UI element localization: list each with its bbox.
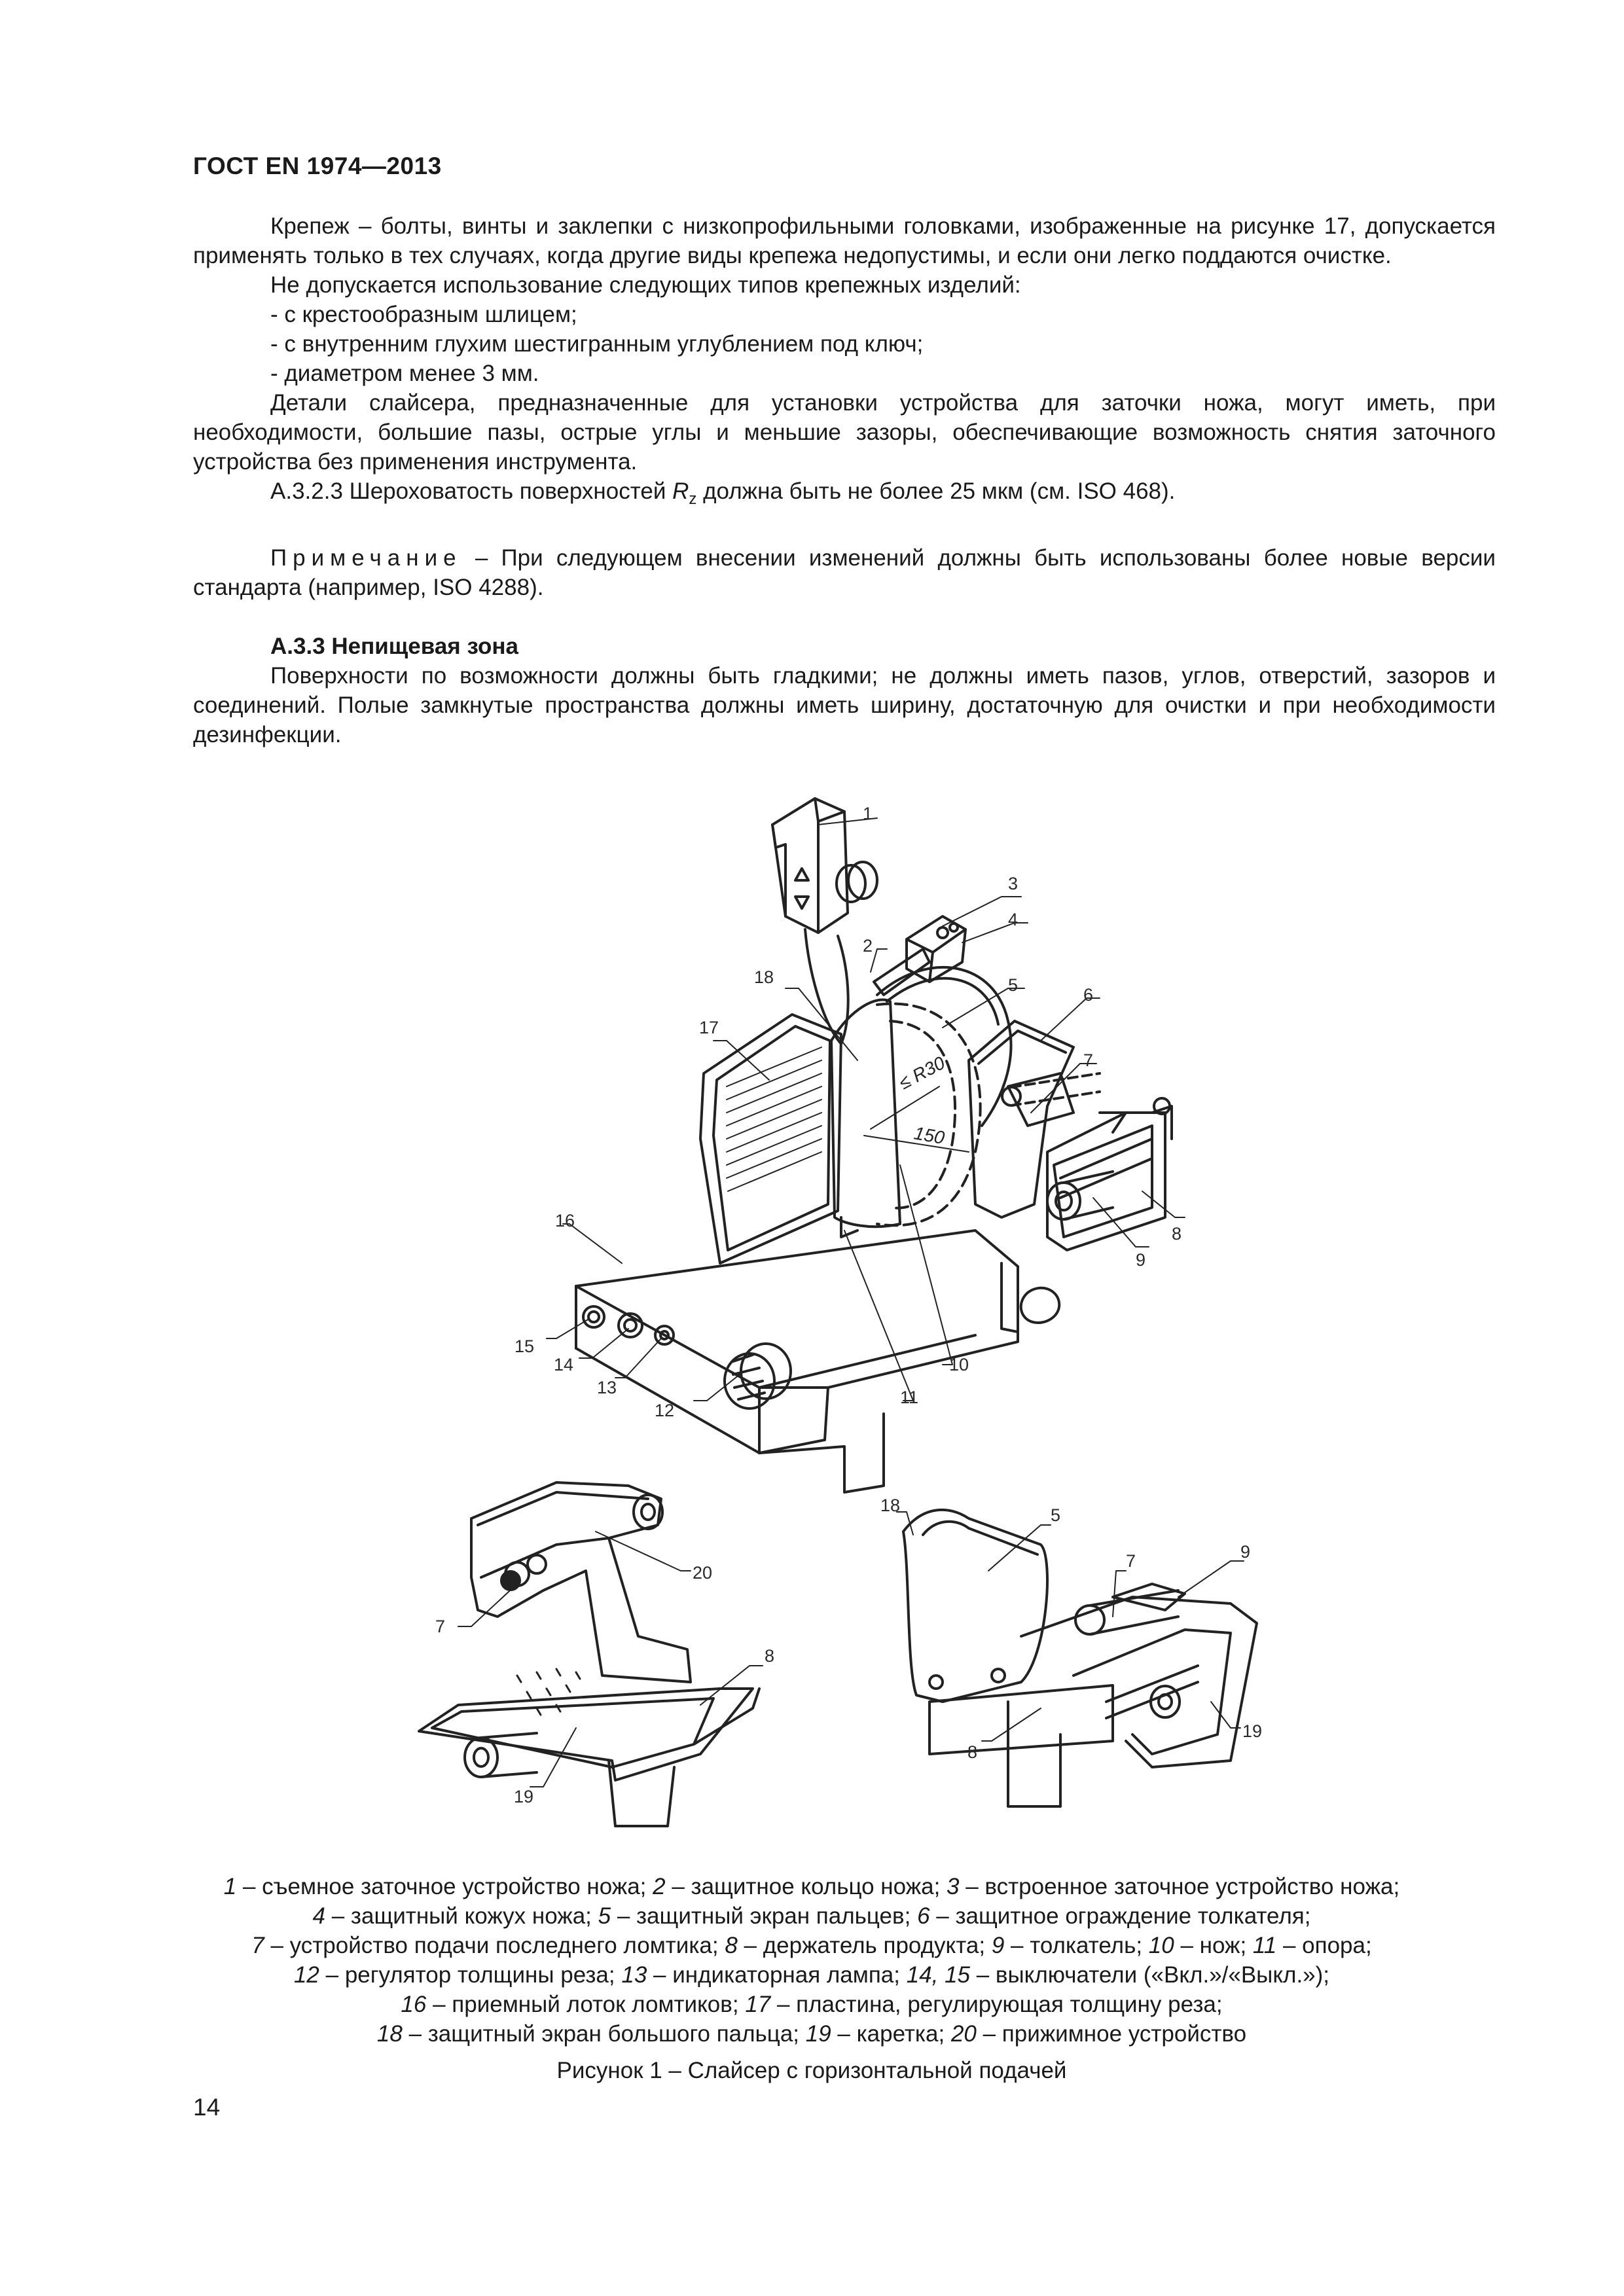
callout-12: 12 — [655, 1401, 675, 1420]
right-inset-carriage — [1021, 1597, 1257, 1767]
legend-number: 8 — [725, 1933, 738, 1958]
legend-text: – нож; — [1174, 1933, 1253, 1958]
inset-left-callout-7: 7 — [435, 1617, 446, 1636]
list-item: - с крестообразным шлицем; — [270, 302, 577, 327]
callout-18: 18 — [754, 967, 774, 987]
note-label: Примечание — [270, 545, 462, 571]
paragraph-prohibited-intro: Не допускается использование следующих типов крепежных изделий: — [270, 272, 1021, 298]
legend-number: 13 — [621, 1962, 647, 1988]
legend-number: 18 — [376, 2021, 403, 2047]
legend-number: 10 — [1148, 1933, 1174, 1958]
legend-number: 3 — [947, 1874, 960, 1899]
paragraph-roughness — [193, 476, 1496, 514]
roughness-text-post: должна быть не более 25 мкм (см. ISO 468). — [696, 478, 1176, 504]
callout-15: 15 — [514, 1336, 535, 1356]
callout-14: 14 — [554, 1355, 574, 1374]
page-header: ГОСТ EN 1974—2013 — [193, 152, 442, 179]
list-item: - с внутренним глухим шестигранным углублением под ключ; — [270, 331, 924, 357]
legend-number: 1 — [223, 1874, 237, 1899]
legend-text: – держатель продукта; — [737, 1933, 992, 1958]
legend-number: 2 — [653, 1874, 666, 1899]
thumb-guard-18 — [831, 1000, 900, 1227]
note-text: – При следующем внесении изменений должны быть использованы более новые версии стандарта (например, ISO 4288). — [193, 545, 1496, 600]
legend-number: 5 — [598, 1903, 611, 1929]
legend-number: 4 — [312, 1903, 326, 1929]
legend-number: 11 — [1252, 1933, 1277, 1958]
legend-number: 20 — [950, 2021, 977, 2047]
pusher-9 — [1060, 1139, 1152, 1198]
base-block — [576, 1230, 1018, 1453]
paragraph-fasteners: Крепеж – болты, винты и заклепки с низкопрофильными головками, изображенные на рисунке 17, допускается применять только в тех случаях, когда другие виды крепежа недопустимы, и если они легко поддаются очистке. — [193, 213, 1496, 268]
legend-number: 14, 15 — [906, 1962, 971, 1988]
inset-right-callout-5: 5 — [1051, 1505, 1061, 1525]
base-foot — [759, 1414, 884, 1492]
legend-number: 16 — [401, 1992, 427, 2017]
switch-15 — [583, 1306, 604, 1327]
callout-4: 4 — [1008, 910, 1019, 929]
inset-right-callout-7: 7 — [1126, 1551, 1136, 1571]
inset-right-callout-8: 8 — [967, 1742, 978, 1762]
switch-14 — [619, 1314, 642, 1337]
callout-16: 16 — [555, 1211, 575, 1230]
roughness-symbol: R — [672, 478, 689, 504]
last-slice-device-7 — [1008, 1073, 1074, 1126]
callout-5: 5 — [1008, 975, 1019, 995]
inset-left-callout-20: 20 — [693, 1563, 713, 1583]
callout-10: 10 — [949, 1355, 969, 1374]
note-paragraph — [193, 543, 1496, 602]
callout-7: 7 — [1083, 1050, 1094, 1070]
right-inset-holder — [929, 1685, 1113, 1754]
roughness-subscript: z — [689, 490, 697, 508]
legend-line — [157, 1872, 1466, 1901]
legend-number: 6 — [917, 1903, 930, 1929]
inset-left-callout-19: 19 — [514, 1787, 534, 1806]
callout-2: 2 — [863, 936, 873, 956]
pressing-device-20 — [471, 1482, 691, 1682]
inset-right-callout-18: 18 — [880, 1496, 901, 1515]
legend-number: 7 — [251, 1933, 264, 1958]
legend-text: – устройство подачи последнего ломтика; — [264, 1933, 725, 1958]
legend-text: – защитный экран пальцев; — [611, 1903, 918, 1929]
built-in-sharpener-3 — [907, 916, 965, 982]
legend-number: 12 — [293, 1962, 319, 1988]
guard-ring-4 — [877, 967, 1011, 1126]
legend-text: – защитный экран большого пальца; — [402, 2021, 806, 2047]
legend-text: – приемный лоток ломтиков; — [426, 1992, 746, 2017]
figure-legend — [157, 1872, 1466, 2049]
legend-text: – встроенное заточное устройство ножа; — [959, 1874, 1400, 1899]
paragraph-non-food-zone: Поверхности по возможности должны быть гладкими; не должны иметь пазов, углов, отверстий, зазоров и соединений. Полые замкнутые пространства должны иметь ширину, достаточную для очистки и при необходимости дезинфекции. — [193, 663, 1496, 747]
legend-number: 17 — [745, 1992, 771, 2017]
thickness-plate-17 — [700, 1014, 841, 1263]
callout-11: 11 — [900, 1388, 919, 1407]
legend-line — [157, 1960, 1466, 1990]
legend-line — [157, 1901, 1466, 1931]
legend-text: – защитное ограждение толкателя; — [929, 1903, 1311, 1929]
callout-13: 13 — [597, 1378, 617, 1397]
legend-text: – регулятор толщины реза; — [319, 1962, 622, 1988]
callout-8: 8 — [1172, 1224, 1182, 1244]
legend-text: – пластина, регулирующая толщину реза; — [770, 1992, 1223, 2017]
section-heading: А.3.3 Непищевая зона — [270, 634, 518, 659]
legend-line — [157, 2019, 1466, 2049]
left-inset-tray — [419, 1689, 753, 1780]
callout-6: 6 — [1083, 985, 1094, 1005]
inset-right-callout-19: 19 — [1242, 1721, 1263, 1741]
dimension-150: 150 — [912, 1122, 947, 1149]
legend-text: – выключатели («Вкл.»/«Выкл.»); — [970, 1962, 1330, 1988]
legend-number: 9 — [991, 1933, 1005, 1958]
indicator-lamp-13 — [655, 1326, 674, 1344]
pusher-guard-6 — [969, 1021, 1074, 1217]
legend-text: – съемное заточное устройство ножа; — [236, 1874, 653, 1899]
legend-text: – опора; — [1276, 1933, 1372, 1958]
body-text — [193, 211, 1496, 749]
legend-text: – прижимное устройство — [976, 2021, 1247, 2047]
inset-left-callout-8: 8 — [765, 1646, 775, 1666]
blade-10 — [877, 1004, 981, 1226]
legend-text: – индикаторная лампа; — [647, 1962, 907, 1988]
roughness-text-pre: А.3.2.3 Шероховатость поверхностей — [270, 478, 673, 504]
legend-text: – защитный кожух ножа; — [325, 1903, 598, 1929]
page-number: 14 — [193, 2094, 221, 2121]
callout-9: 9 — [1136, 1250, 1146, 1270]
removable-sharpener-1 — [772, 798, 848, 933]
thickness-regulator-12 — [725, 1354, 774, 1408]
callout-3: 3 — [1008, 874, 1019, 893]
product-holder-8 — [1047, 1113, 1165, 1250]
dimension-radius: ≤ R30 — [895, 1052, 948, 1094]
figure-caption: Рисунок 1 – Слайсер с горизонтальной подачей — [556, 2058, 1067, 2083]
right-inset-guard — [903, 1510, 1047, 1702]
inset-right-callout-9: 9 — [1240, 1542, 1251, 1562]
list-item: - диаметром менее 3 мм. — [270, 361, 539, 386]
legend-text: – толкатель; — [1004, 1933, 1149, 1958]
paragraph-sharpener-parts: Детали слайсера, предназначенные для установки устройства для заточки ножа, могут иметь, при необходимости, большие пазы, острые углы и меньшие зазоры, обеспечивающие возможность снятия заточного устройства без применения инструмента. — [193, 390, 1496, 475]
callout-17: 17 — [699, 1018, 719, 1037]
legend-text: – каретка; — [831, 2021, 951, 2047]
legend-number: 19 — [805, 2021, 831, 2047]
legend-line — [157, 1990, 1466, 2019]
legend-line — [157, 1931, 1466, 1960]
legend-text: – защитное кольцо ножа; — [665, 1874, 947, 1899]
callout-1: 1 — [863, 804, 873, 823]
support-11 — [841, 1217, 857, 1237]
